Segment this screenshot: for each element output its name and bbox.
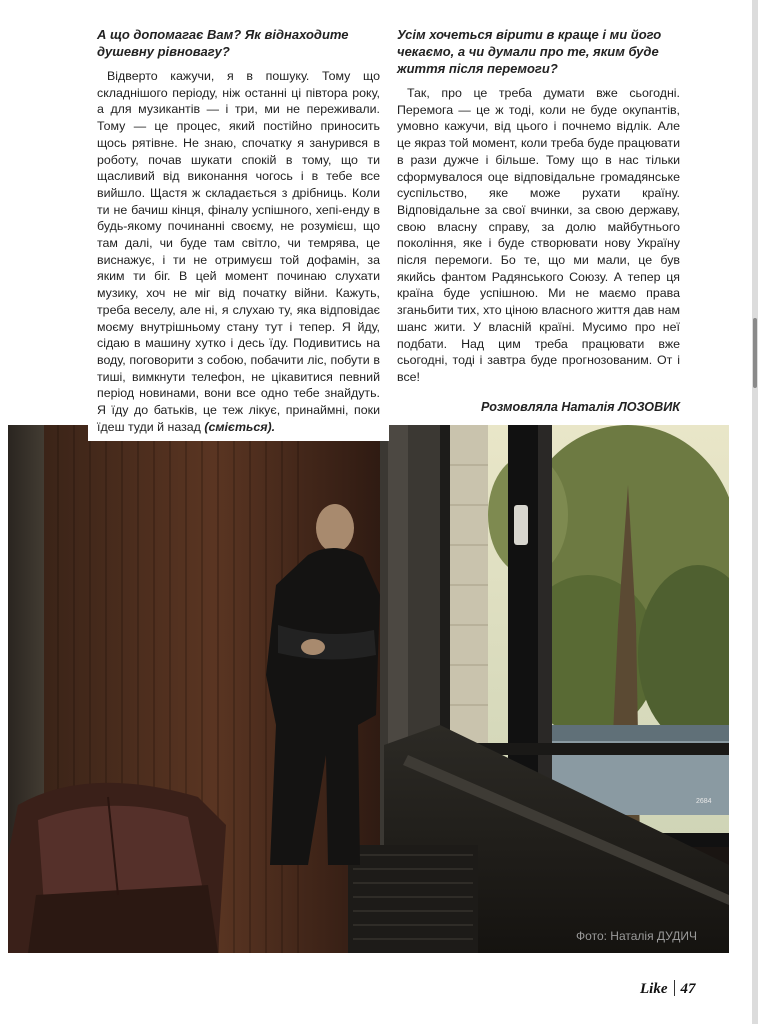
photo-illustration — [8, 425, 729, 953]
folio-divider — [674, 980, 675, 996]
interview-answer-right: Так, про це треба думати вже сьогодні. Перемога — це ж тоді, коли не буде окупантів, умовно кажучи, від цього і почнемо відлік. Але це якраз той момент, коли треба буде працювати в рази дужче і більше. Тому що в нас тільки сформувалося оце відповідальне громадянське суспільство, яке може рухати країну. Відповідальне за свої вчинки, за свою державу, свою власну справу, за долю майбутнього покоління, яке і буде створювати нову Україну після перемоги. Бо те, що ми мали, це був якийсь фантом Радянського Союзу. А тепер ця країна буде успішною. Ми не маємо права зганьбити тих, хто ціною власного життя дав нам шанс жити. У власній країні. Мусимо про неї подбати. Над цим треба працювати вже сьогодні, тоді і завтра буде прогнозованим. От і все! — [397, 86, 680, 384]
bus-number: 2684 — [696, 798, 712, 805]
portrait-photo — [8, 425, 729, 953]
author-signature: Розмовляла Наталія ЛОЗОВИК — [480, 399, 680, 414]
answer-left-text: Відверто кажучи, я в пошуку. Тому що складнішого періоду, ніж останні ці півтора року, а для музикантів — і три, ми не переживали. Тому — це процес, який постійно приносить щось рятівне. Не знаю, спочатку я занурився в роботу, почав шукати спокій в тому, що ти щасливий від виконання чогось і в тебе все вийшло. Щастя ж складається з дрібниць. Коли ти не бачиш кінця, фіналу успішного, хепі-енду в будь-якому починанні своєму, не розумієш, що там далі, чи буде там світло, чи темрява, це виснажує, і ти не отримуєш той дофамін, за яким ти біг. В цей момент починаю слухати музику, хоч не міг від початку війни. Кажуть, треба веселу, але ні, я слухаю ту, яка відповідає моєму внутрішньому стану тут і тепер. Я йду, сідаю в машину хутко і десь їду. Подивитись на воду, поговорити з собою, побачити ліс, побути в тиші, вимкнути телефон, не цікавитися певний період новинами, вони все одно тебе знайдуть. Я їду до батьків, це теж лікує, принаймні, поки їдеш туди й назад — [97, 69, 380, 434]
left-column — [97, 26, 380, 435]
photo-credit: Фото: Наталія ДУДИЧ — [576, 929, 697, 943]
answer-left-note: (сміється). — [204, 419, 276, 434]
right-column — [397, 26, 680, 415]
page-folio — [640, 980, 696, 998]
interview-answer-left — [97, 68, 380, 435]
interview-question-right: Усім хочеться вірити в краще і ми його чекаємо, а чи думали про те, яким буде життя після перемоги? — [397, 27, 662, 76]
interview-question-left: А що допомагає Вам? Як віднаходите душевну рівновагу? — [97, 27, 349, 59]
vertical-scrollbar[interactable] — [752, 0, 758, 1024]
page-number: 47 — [680, 981, 696, 997]
scrollbar-thumb[interactable] — [753, 318, 757, 388]
magazine-logo: Like — [640, 981, 668, 997]
